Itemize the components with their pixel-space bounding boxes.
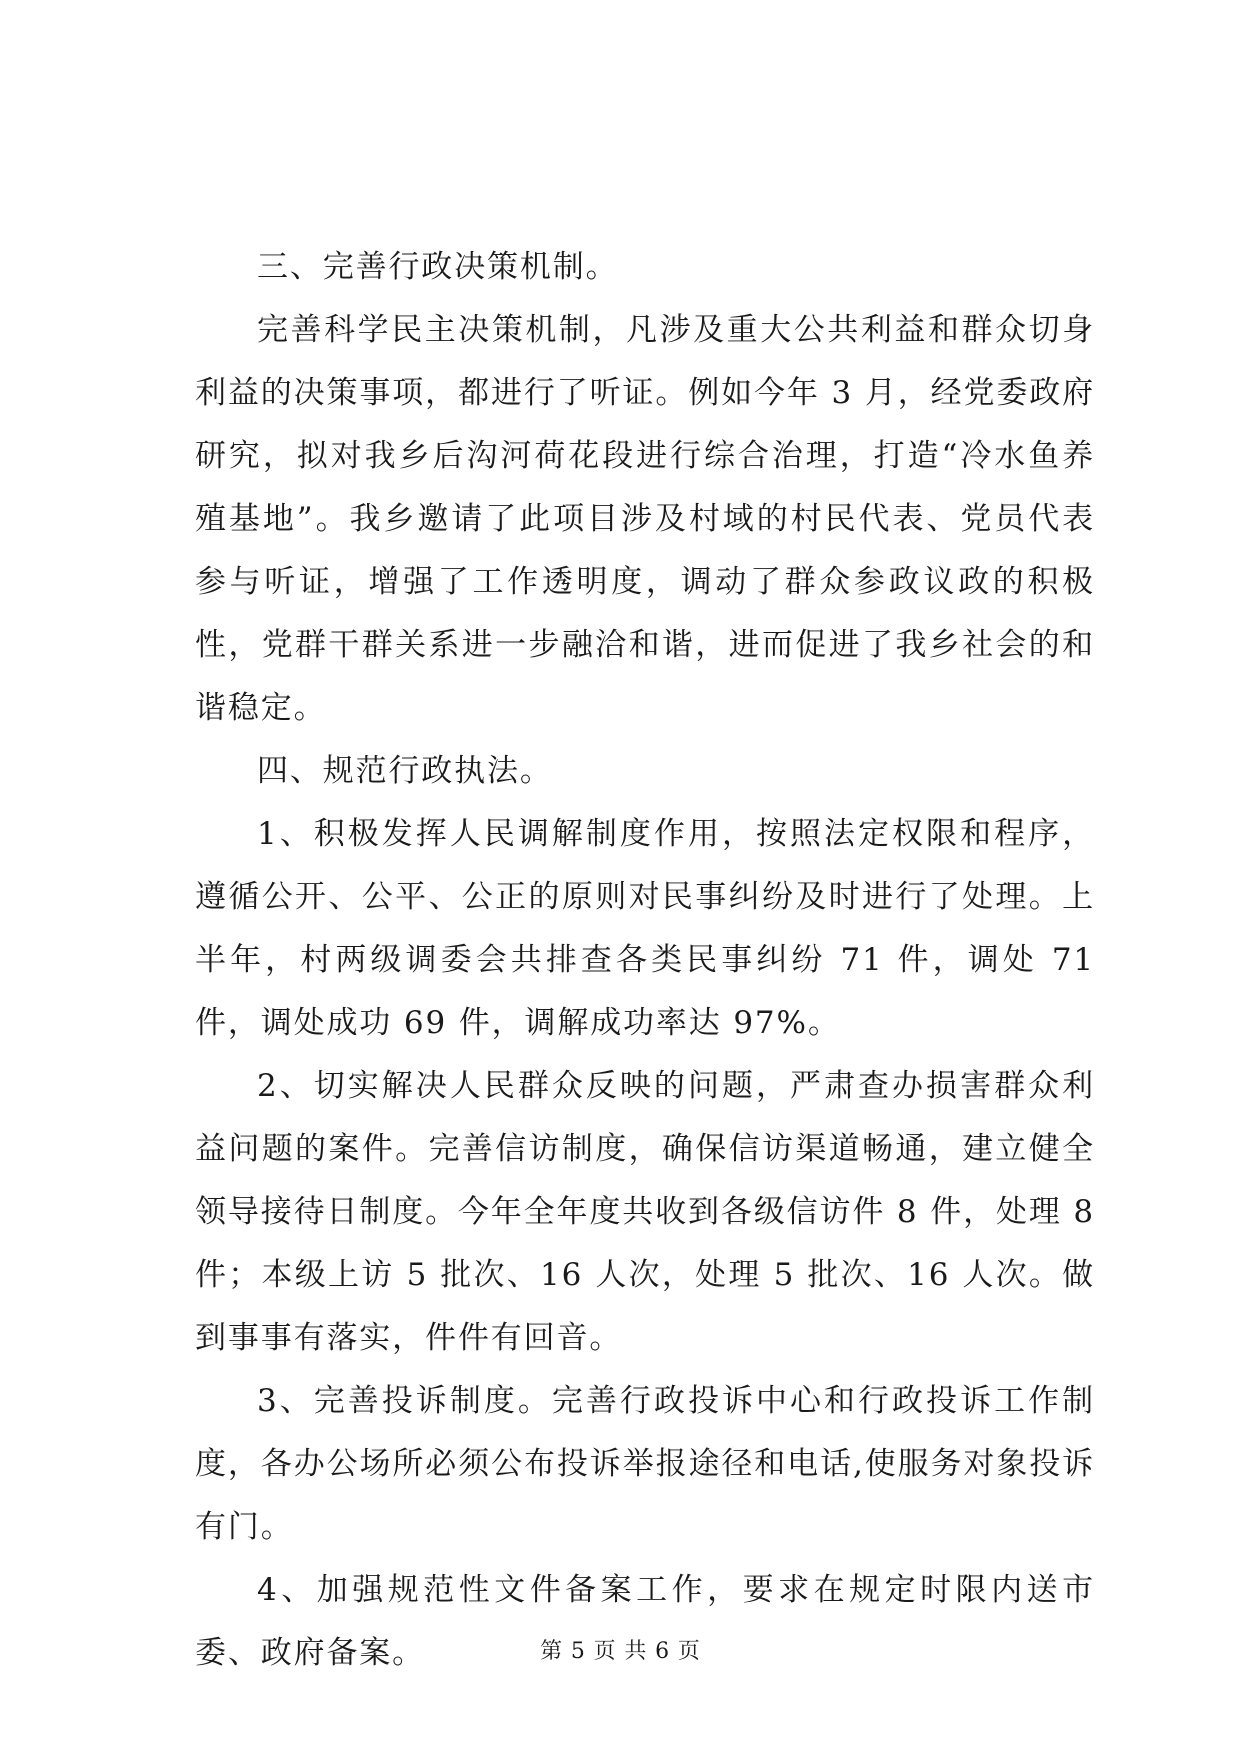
document-body xyxy=(195,236,1095,1685)
section-heading-3: 三、完善行政决策机制。 xyxy=(257,249,619,285)
paragraph-item-3: 3、完善投诉制度。完善行政投诉中心和行政投诉工作制度，各办公场所必须公布投诉举报途径和电话,使服务对象投诉有门。 xyxy=(195,1383,1095,1545)
paragraph-decision-mechanism: 完善科学民主决策机制，凡涉及重大公共利益和群众切身利益的决策事项，都进行了听证。例如今年 3 月，经党委政府研究，拟对我乡后沟河荷花段进行综合治理，打造“冷水鱼养殖基地”。我乡邀请了此项目涉及村域的村民代表、党员代表参与听证，增强了工作透明度，调动了群众参政议政的积极性，党群干群关系进一步融洽和谐，进而促进了我乡社会的和谐稳定。 xyxy=(195,312,1095,726)
paragraph-item-2: 2、切实解决人民群众反映的问题，严肃查办损害群众利益问题的案件。完善信访制度，确保信访渠道畅通，建立健全领导接待日制度。今年全年度共收到各级信访件 8 件，处理 8 件；本级上访 5 批次、16 人次，处理 5 批次、16 人次。做到事事有落实，件件有回音。 xyxy=(195,1068,1095,1356)
paragraph-item-4: 4、加强规范性文件备案工作，要求在规定时限内送市委、政府备案。 xyxy=(195,1572,1095,1671)
paragraph-item-1: 1、积极发挥人民调解制度作用，按照法定权限和程序，遵循公开、公平、公正的原则对民事纠纷及时进行了处理。上半年，村两级调委会共排查各类民事纠纷 71 件，调处 71 件，调处成功 69 件，调解成功率达 97%。 xyxy=(195,816,1095,1041)
page-footer: 第 5 页 共 6 页 xyxy=(540,1639,701,1664)
section-heading-4: 四、规范行政执法。 xyxy=(257,753,553,789)
